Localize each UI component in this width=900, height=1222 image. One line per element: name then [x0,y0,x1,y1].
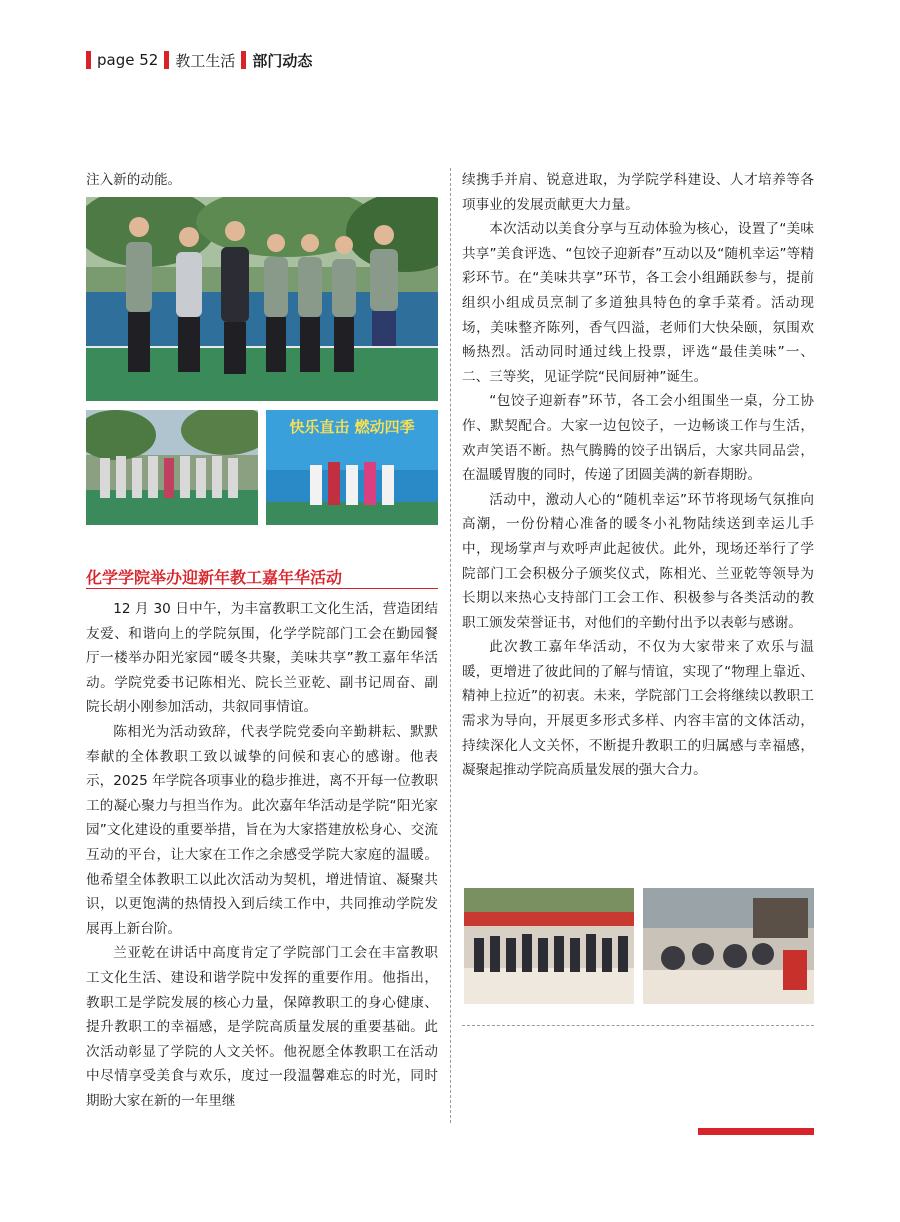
left-intro [86,168,438,193]
header-accent-bar [86,51,91,69]
paragraph: 陈相光为活动致辞，代表学院党委向辛勤耕耘、默默奉献的全体教职工致以诚挚的问候和衷心的感谢。他表示，2025 年学院各项事业的稳步推进，离不开每一位教职工的凝心聚力与担当作为。此次嘉年华活动是学院“阳光家园”文化建设的重要举措，旨在为大家搭建放松身心、交流互动的平台，让大家在工作之余感受学院大家庭的温暖。他希望全体教职工以此次活动为契机，增进情谊、凝聚共识，以更饱满的热情投入到后续工作中，共同推动学院发展再上新台阶。 [86,723,438,937]
subsection-name: 部门动态 [252,51,313,70]
paragraph: 本次活动以美食分享与互动体验为核心，设置了“美味共享”美食评选、“包饺子迎新春”互动以及“随机幸运”等精彩环节。在“美味共享”环节，各工会小组踊跃参与，提前组织小组成员烹制了多道独具特色的拿手菜肴。活动现场，美味整齐陈列，香气四溢，老师们大快朵颐，氛围欢畅热烈。活动同时通过线上投票，评选“最佳美味”一、二、三等奖，见证学院“民间厨神”诞生。 [462,221,814,385]
title-underline [86,588,438,589]
right-body [462,168,814,783]
column-divider [450,168,451,1123]
banner-text: 快乐直击 燃动四季 [289,418,415,436]
tennis-group-photo [86,197,438,401]
paragraph: 兰亚乾在讲话中高度肯定了学院部门工会在丰富教职工文化生活、建设和谐学院中发挥的重要作用。他指出，教职工是学院发展的核心力量，保障教职工的身心健康、提升教职工的幸福感，是学院高质量发展的重要基础。此次活动彰显了学院的人文关怀。他祝愿全体教职工在活动中尽情享受美食与欢乐，度过一段温馨难忘的时光，同时期盼大家在新的一年里继 [86,945,438,1109]
photo-caption-rule [462,1025,814,1026]
team-court-photo [86,410,258,525]
dining-table-photo [643,888,814,1004]
award-banner-photo [266,410,438,525]
page-number: page 52 [97,51,159,69]
paragraph: 此次教工嘉年华活动，不仅为大家带来了欢乐与温暖，更增进了彼此间的了解与情谊，实现了“物理上靠近、精神上拉近”的初衷。未来，学院部门工会将继续以教职工需求为导向，开展更多形式多样、内容丰富的文体活动，持续深化人文关怀，不断提升教职工的归属感与幸福感，凝聚起推动学院高质量发展的强大合力。 [462,639,814,779]
paragraph: 续携手并肩、锐意进取，为学院学科建设、人才培养等各项事业的发展贡献更大力量。 [462,172,814,213]
intro-line: 注入新的动能。 [86,172,182,188]
header-divider-bar [241,51,246,69]
left-body [86,597,438,1113]
dining-hall-group-photo [464,888,634,1004]
paragraph: 活动中，激动人心的“随机幸运”环节将现场气氛推向高潮，一份份精心准备的暖冬小礼物陆续送到幸运儿手中，现场掌声与欢呼声此起彼伏。此外，现场还举行了学院部门工会积极分子颁奖仪式，陈相光、兰亚乾等领导为长期以来热心支持部门工会工作、积极参与各类活动的教职工颁发荣誉证书，对他们的辛勤付出予以表彰与感谢。 [462,491,814,631]
paragraph: “包饺子迎新春”环节，各工会小组围坐一桌，分工协作、默契配合。大家一边包饺子，一边畅谈工作与生活，欢声笑语不断。热气腾腾的饺子出锅后，大家共同品尝，在温暖胃腹的同时，传递了团圆美满的新春期盼。 [462,393,814,484]
article-title: 化学学院举办迎新年教工嘉年华活动 [86,568,343,587]
page-header [86,50,312,70]
paragraph: 12 月 30 日中午，为丰富教职工文化生活，营造团结友爱、和谐向上的学院氛围，化学学院部门工会在勤园餐厅一楼举办阳光家园“暖冬共聚，美味共享”教工嘉年华活动。学院党委书记陈相光、院长兰亚乾、副书记周奋、副院长胡小刚参加活动，共叙同事情谊。 [86,601,438,716]
header-divider-bar [164,51,169,69]
section-name: 教工生活 [175,51,236,70]
footer-accent-bar [698,1128,814,1135]
